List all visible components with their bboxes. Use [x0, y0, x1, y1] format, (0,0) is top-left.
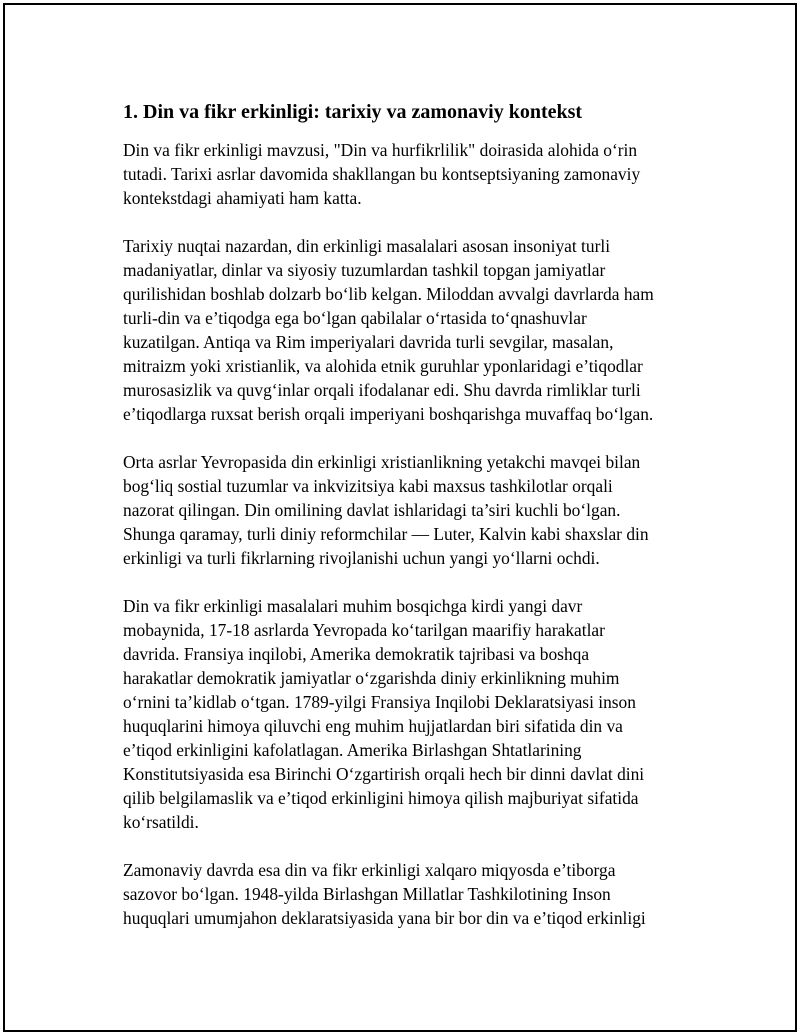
text-line: Konstitutsiyasida esa Birinchi O‘zgartirish orqali hech bir dinni davlat dini — [123, 764, 645, 784]
text-line: qilib belgilamaslik va e’tiqod erkinligini himoya qilish majburiyat sifatida — [123, 788, 639, 808]
text-line: mobaynida, 17-18 asrlarda Yevropada ko‘tarilgan maarifiy harakatlar — [123, 620, 605, 640]
paragraph-5 — [123, 858, 689, 930]
text-line: qurilishidan boshlab dolzarb bo‘lib kelgan. Miloddan avvalgi davrlarda ham — [123, 284, 654, 304]
text-line: Orta asrlar Yevropasida din erkinligi xristianlikning yetakchi mavqei bilan — [123, 452, 641, 472]
paragraph-1 — [123, 138, 689, 210]
text-line: o‘rnini ta’kidlab o‘tgan. 1789-yilgi Fransiya Inqilobi Deklaratsiyasi inson — [123, 692, 636, 712]
paragraph-4 — [123, 594, 689, 834]
text-line: huquqlari umumjahon deklaratsiyasida yana bir bor din va e’tiqod erkinligi — [123, 908, 646, 928]
text-line: madaniyatlar, dinlar va siyosiy tuzumlardan tashkil topgan jamiyatlar — [123, 260, 606, 280]
text-line: turli-din va e’tiqodga ega bo‘lgan qabilalar o‘rtasida to‘qnashuvlar — [123, 308, 587, 328]
text-line: ko‘rsatildi. — [123, 812, 199, 832]
text-line: Din va fikr erkinligi mavzusi, "Din va hurfikrlilik" doirasida alohida o‘rin — [123, 140, 638, 160]
text-line: murosasizlik va quvg‘inlar orqali ifodalanar edi. Shu davrda rimliklar turli — [123, 380, 641, 400]
paragraph-2 — [123, 234, 689, 426]
text-line: Din va fikr erkinligi masalalari muhim bosqichga kirdi yangi davr — [123, 596, 583, 616]
section-heading: 1. Din va fikr erkinligi: tarixiy va zamonaviy kontekst — [123, 101, 583, 123]
text-line: kuzatilgan. Antiqa va Rim imperiyalari davrida turli sevgilar, masalan, — [123, 332, 614, 352]
text-line: e’tiqod erkinligini kafolatlagan. Amerika Birlashgan Shtatlarining — [123, 740, 582, 760]
text-line: sazovor bo‘lgan. 1948-yilda Birlashgan Millatlar Tashkilotining Inson — [123, 884, 611, 904]
text-line: Zamonaviy davrda esa din va fikr erkinligi xalqaro miqyosda e’tiborga — [123, 860, 616, 880]
text-line: mitraizm yoki xristianlik, va alohida etnik guruhlar yponlaridagi e’tiqodlar — [123, 356, 643, 376]
paragraph-list — [123, 138, 689, 930]
text-line: Shunga qaramay, turli diniy reformchilar — Luter, Kalvin kabi shaxslar din — [123, 524, 649, 544]
text-line: Tarixiy nuqtai nazardan, din erkinligi masalalari asosan insoniyat turli — [123, 236, 611, 256]
text-line: bog‘liq sostial tuzumlar va inkvizitsiya kabi maxsus tashkilotlar orqali — [123, 476, 613, 496]
document-content — [123, 99, 689, 954]
text-line: harakatlar demokratik jamiyatlar o‘zgarishda diniy erkinlikning muhim — [123, 668, 620, 688]
text-line: e’tiqodlarga ruxsat berish orqali imperiyani boshqarishga muvaffaq bo‘lgan. — [123, 404, 654, 424]
text-line: erkinligi va turli fikrlarning rivojlanishi uchun yangi yo‘llarni ochdi. — [123, 548, 600, 568]
text-line: huquqlarini himoya qiluvchi eng muhim hujjatlardan biri sifatida din va — [123, 716, 623, 736]
text-line: tutadi. Tarixi asrlar davomida shakllangan bu kontseptsiyaning zamonaviy — [123, 164, 641, 184]
text-line: davrida. Fransiya inqilobi, Amerika demokratik tajribasi va boshqa — [123, 644, 590, 664]
text-line: kontekstdagi ahamiyati ham katta. — [123, 188, 362, 208]
text-line: nazorat qilingan. Din omilining davlat ishlaridagi ta’siri kuchli bo‘lgan. — [123, 500, 621, 520]
page-frame — [3, 3, 797, 1032]
paragraph-3 — [123, 450, 689, 570]
